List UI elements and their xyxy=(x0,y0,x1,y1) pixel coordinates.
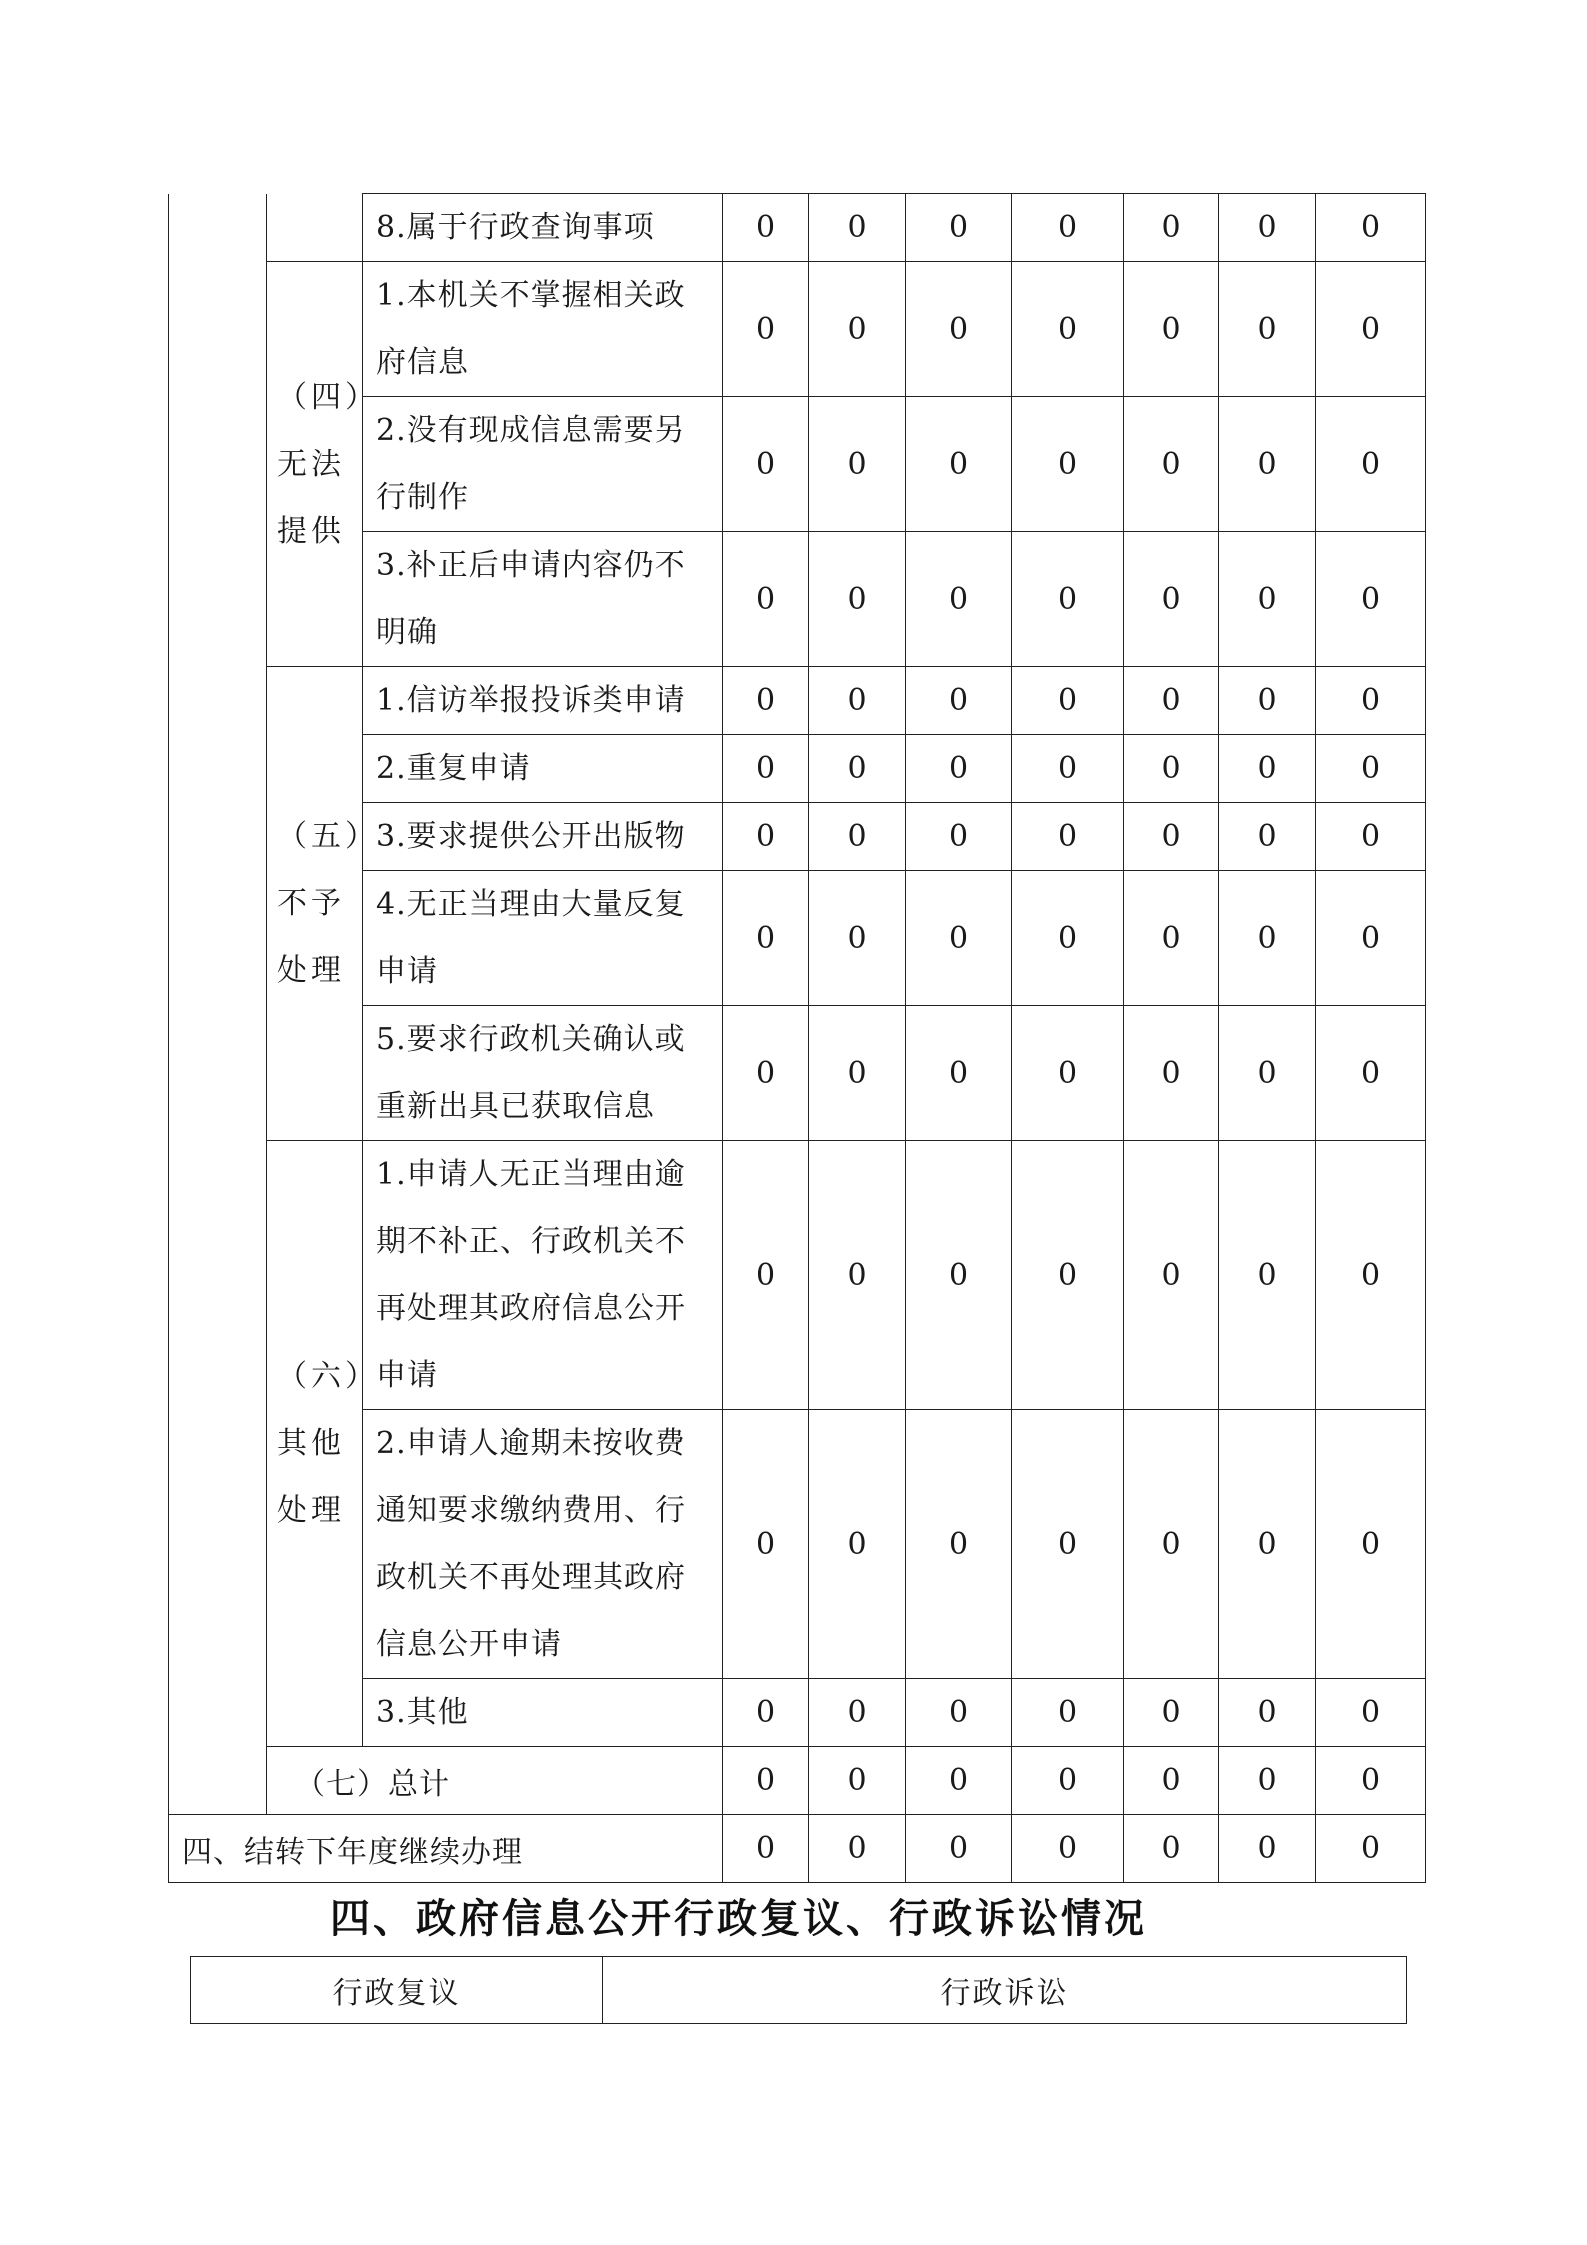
cell-value: 0 xyxy=(1316,735,1426,803)
row-label: 5.要求行政机关确认或重新出具已获取信息 xyxy=(363,1006,723,1141)
row-label: 1.信访举报投诉类申请 xyxy=(363,667,723,735)
cell-value: 0 xyxy=(809,1747,906,1815)
group-label: （五）不予处理 xyxy=(267,667,363,1141)
table-row xyxy=(169,667,1426,735)
cell-value: 0 xyxy=(1124,1679,1219,1747)
table-row xyxy=(169,262,1426,397)
cell-value: 0 xyxy=(723,667,809,735)
cell-value: 0 xyxy=(1012,871,1124,1006)
row-label: （七）总计 xyxy=(267,1747,723,1815)
cell-value: 0 xyxy=(1012,1006,1124,1141)
cell-value: 0 xyxy=(723,803,809,871)
cell-value: 0 xyxy=(906,1747,1012,1815)
cell-value: 0 xyxy=(809,262,906,397)
row-label: 4.无正当理由大量反复申请 xyxy=(363,871,723,1006)
cell-value: 0 xyxy=(1219,194,1316,262)
cell-value: 0 xyxy=(723,532,809,667)
cell-value: 0 xyxy=(1219,1815,1316,1883)
cell-value: 0 xyxy=(1316,397,1426,532)
cell-value: 0 xyxy=(723,262,809,397)
cell-value: 0 xyxy=(809,1679,906,1747)
row-label: 四、结转下年度继续办理 xyxy=(169,1815,723,1883)
cell-value: 0 xyxy=(809,532,906,667)
cell-value: 0 xyxy=(906,1410,1012,1679)
section-title: 四、政府信息公开行政复议、行政诉讼情况 xyxy=(330,1896,1147,1942)
row-label: 3.要求提供公开出版物 xyxy=(363,803,723,871)
cell-value: 0 xyxy=(1012,735,1124,803)
cell-value: 0 xyxy=(1124,532,1219,667)
cell-value: 0 xyxy=(1316,1679,1426,1747)
table-row xyxy=(169,1747,1426,1815)
cell-value: 0 xyxy=(1012,803,1124,871)
cell-value: 0 xyxy=(1316,1141,1426,1410)
cell-value: 0 xyxy=(1012,397,1124,532)
cell-value: 0 xyxy=(1124,1141,1219,1410)
cell-value: 0 xyxy=(723,397,809,532)
cell-value: 0 xyxy=(906,532,1012,667)
cell-value: 0 xyxy=(1012,532,1124,667)
cell-value: 0 xyxy=(1012,667,1124,735)
cell-value: 0 xyxy=(1219,397,1316,532)
cell-value: 0 xyxy=(1316,803,1426,871)
cell-value: 0 xyxy=(809,1141,906,1410)
cell-value: 0 xyxy=(906,871,1012,1006)
cell-value: 0 xyxy=(1124,803,1219,871)
cell-value: 0 xyxy=(906,667,1012,735)
outer-category-cell xyxy=(169,194,267,1815)
cell-value: 0 xyxy=(1316,1410,1426,1679)
cell-value: 0 xyxy=(1124,735,1219,803)
cell-value: 0 xyxy=(1219,1141,1316,1410)
row-label: 8.属于行政查询事项 xyxy=(363,194,723,262)
cell-value: 0 xyxy=(1012,1679,1124,1747)
cell-value: 0 xyxy=(1316,262,1426,397)
cell-value: 0 xyxy=(1219,1410,1316,1679)
cell-value: 0 xyxy=(1316,1815,1426,1883)
cell-value: 0 xyxy=(906,1141,1012,1410)
cell-value: 0 xyxy=(1316,667,1426,735)
cell-value: 0 xyxy=(723,871,809,1006)
cell-value: 0 xyxy=(1219,1747,1316,1815)
cell-value: 0 xyxy=(723,1410,809,1679)
litigation-header: 行政诉讼 xyxy=(603,1957,1407,2024)
cell-value: 0 xyxy=(1124,871,1219,1006)
cell-value: 0 xyxy=(723,1747,809,1815)
group-label: （四）无法提供 xyxy=(267,262,363,667)
cell-value: 0 xyxy=(906,194,1012,262)
cell-value: 0 xyxy=(1124,1747,1219,1815)
cell-value: 0 xyxy=(1124,397,1219,532)
cell-value: 0 xyxy=(1219,803,1316,871)
group-label: （六）其他处理 xyxy=(267,1141,363,1747)
cell-value: 0 xyxy=(1012,262,1124,397)
cell-value: 0 xyxy=(809,1815,906,1883)
cell-value: 0 xyxy=(723,1679,809,1747)
cell-value: 0 xyxy=(1124,262,1219,397)
cell-value: 0 xyxy=(809,397,906,532)
cell-value: 0 xyxy=(1219,1679,1316,1747)
cell-value: 0 xyxy=(1219,1006,1316,1141)
row-label: 1.本机关不掌握相关政府信息 xyxy=(363,262,723,397)
cell-value: 0 xyxy=(1124,1815,1219,1883)
cell-value: 0 xyxy=(906,735,1012,803)
cell-value: 0 xyxy=(723,1006,809,1141)
cell-value: 0 xyxy=(1219,262,1316,397)
application-handling-table xyxy=(168,193,1426,1883)
cell-value: 0 xyxy=(809,803,906,871)
cell-value: 0 xyxy=(1219,871,1316,1006)
cell-value: 0 xyxy=(1316,532,1426,667)
cell-value: 0 xyxy=(723,1141,809,1410)
cell-value: 0 xyxy=(1124,1006,1219,1141)
cell-value: 0 xyxy=(906,1679,1012,1747)
cell-value: 0 xyxy=(1012,1410,1124,1679)
row-label: 2.重复申请 xyxy=(363,735,723,803)
cell-value: 0 xyxy=(1316,1006,1426,1141)
cell-value: 0 xyxy=(809,194,906,262)
cell-value: 0 xyxy=(906,803,1012,871)
row-label: 3.补正后申请内容仍不明确 xyxy=(363,532,723,667)
cell-value: 0 xyxy=(906,1006,1012,1141)
cell-value: 0 xyxy=(723,194,809,262)
cell-value: 0 xyxy=(1124,1410,1219,1679)
cell-value: 0 xyxy=(1124,194,1219,262)
cell-value: 0 xyxy=(1219,667,1316,735)
cell-value: 0 xyxy=(809,1410,906,1679)
cell-value: 0 xyxy=(1316,194,1426,262)
cell-value: 0 xyxy=(809,1006,906,1141)
cell-value: 0 xyxy=(1012,1141,1124,1410)
cell-value: 0 xyxy=(723,1815,809,1883)
table-row xyxy=(169,1141,1426,1410)
cell-value: 0 xyxy=(1012,1747,1124,1815)
table-row xyxy=(169,1815,1426,1883)
cell-value: 0 xyxy=(1316,871,1426,1006)
cell-value: 0 xyxy=(809,871,906,1006)
cell-value: 0 xyxy=(1012,194,1124,262)
cell-value: 0 xyxy=(1219,532,1316,667)
cell-value: 0 xyxy=(906,397,1012,532)
cell-value: 0 xyxy=(809,667,906,735)
review-litigation-table xyxy=(190,1956,1407,2024)
row-label: 2.没有现成信息需要另行制作 xyxy=(363,397,723,532)
group-cell xyxy=(267,194,363,262)
row-label: 3.其他 xyxy=(363,1679,723,1747)
cell-value: 0 xyxy=(906,1815,1012,1883)
cell-value: 0 xyxy=(1316,1747,1426,1815)
review-header: 行政复议 xyxy=(191,1957,603,2024)
table-row xyxy=(169,194,1426,262)
cell-value: 0 xyxy=(1219,735,1316,803)
cell-value: 0 xyxy=(906,262,1012,397)
cell-value: 0 xyxy=(1012,1815,1124,1883)
row-label: 2.申请人逾期未按收费通知要求缴纳费用、行政机关不再处理其政府信息公开申请 xyxy=(363,1410,723,1679)
cell-value: 0 xyxy=(723,735,809,803)
cell-value: 0 xyxy=(1124,667,1219,735)
cell-value: 0 xyxy=(809,735,906,803)
row-label: 1.申请人无正当理由逾期不补正、行政机关不再处理其政府信息公开申请 xyxy=(363,1141,723,1410)
